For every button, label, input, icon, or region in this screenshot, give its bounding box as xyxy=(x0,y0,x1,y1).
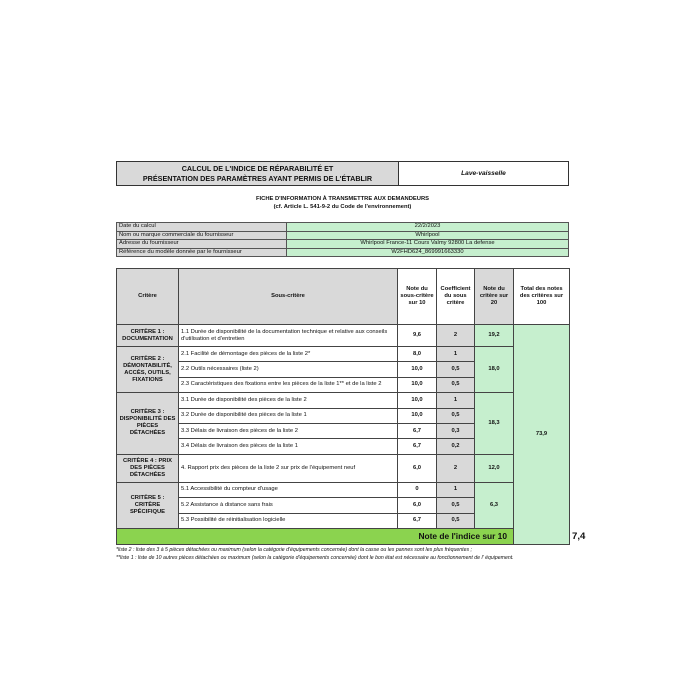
criterion-note: 19,2 xyxy=(475,325,514,347)
info-row xyxy=(117,240,569,249)
header-sous-critere: Sous-critère xyxy=(179,269,398,325)
sub-criterion-note: 0 xyxy=(398,482,437,497)
sub-criterion-coef: 0,5 xyxy=(437,498,475,513)
sub-criterion-note: 6,7 xyxy=(398,423,437,438)
sub-criterion-label: 3.4 Délais de livraison des pièces de la liste 1 xyxy=(179,439,398,454)
total-score: 73,9 xyxy=(514,325,570,545)
sub-criterion-note: 6,7 xyxy=(398,513,437,528)
sub-criterion-coef: 1 xyxy=(437,347,475,362)
sub-criterion-coef: 0,3 xyxy=(437,423,475,438)
sub-criterion-coef: 0,5 xyxy=(437,408,475,423)
info-label: Date du calcul xyxy=(117,223,287,232)
sub-criterion-note: 10,0 xyxy=(398,377,437,392)
info-value: Whirlpool xyxy=(287,231,569,240)
table-row xyxy=(117,454,570,482)
info-label: Référence du modèle donnée par le fournisseur xyxy=(117,248,287,257)
sub-criterion-note: 6,7 xyxy=(398,439,437,454)
header-note-sous-critere: Note du sous-critère sur 10 xyxy=(398,269,437,325)
sub-criterion-label: 3.3 Délais de livraison des pièces de la liste 2 xyxy=(179,423,398,438)
criterion-name: CRITÈRE 3 : DISPONIBILITÉ DES PIÈCES DÉTACHÉES xyxy=(117,393,179,455)
sub-criterion-coef: 0,5 xyxy=(437,513,475,528)
header-title-line1: CALCUL DE L'INDICE DE RÉPARABILITÉ ET xyxy=(181,163,334,173)
sub-criterion-note: 9,6 xyxy=(398,325,437,347)
header-note-critere: Note du critère sur 20 xyxy=(475,269,514,325)
sub-criterion-coef: 2 xyxy=(437,325,475,347)
sub-criterion-label: 3.2 Durée de disponibilité des pièces de la liste 1 xyxy=(179,408,398,423)
criterion-note: 18,3 xyxy=(475,393,514,455)
footnote-liste-1: **liste 1 : liste de 10 autres pièces détachées ou maximum (selon la catégorie d'équipements concernée) dont le bon état est nécessaire au fonctionnement de l' équipement. xyxy=(116,554,514,561)
info-value: Whirlpool France-11 Cours Valmy 92800 La defense xyxy=(287,240,569,249)
table-header-row xyxy=(117,269,570,325)
info-label: Nom ou marque commerciale du fournisseur xyxy=(117,231,287,240)
info-row xyxy=(117,231,569,240)
table-row xyxy=(117,325,570,347)
reparability-table xyxy=(116,268,586,545)
sub-criterion-note: 10,0 xyxy=(398,393,437,408)
info-row xyxy=(117,248,569,257)
header-title-line2: PRÉSENTATION DES PARAMÈTRES AYANT PERMIS DE L'ÉTABLIR xyxy=(142,173,373,183)
header-total: Total des notes des critères sur 100 xyxy=(514,269,570,325)
sub-criterion-note: 6,0 xyxy=(398,454,437,482)
info-row xyxy=(117,223,569,232)
header-title xyxy=(117,162,399,185)
footnotes xyxy=(116,547,569,562)
table-row xyxy=(117,482,570,497)
indice-label: Note de l'indice sur 10 xyxy=(117,528,514,544)
table-row xyxy=(117,347,570,362)
fiche-heading xyxy=(116,195,569,211)
table-row xyxy=(117,393,570,408)
sub-criterion-note: 6,0 xyxy=(398,498,437,513)
sub-criterion-label: 5.2 Assistance à distance sans frais xyxy=(179,498,398,513)
fiche-line2: (cf. Article L. 541-9-2 du Code de l'environnement) xyxy=(273,204,412,210)
header-coefficient: Coefficient du sous critère xyxy=(437,269,475,325)
supplier-info-table xyxy=(116,222,569,257)
product-name: Lave-vaisselle xyxy=(461,170,506,177)
sub-criterion-label: 3.1 Durée de disponibilité des pièces de la liste 2 xyxy=(179,393,398,408)
criterion-note: 18,0 xyxy=(475,347,514,393)
criterion-name: CRITÈRE 2 : DÉMONTABILITÉ, ACCÈS, OUTILS, FIXATIONS xyxy=(117,347,179,393)
sub-criterion-label: 5.3 Possibilité de réinitialisation logicielle xyxy=(179,513,398,528)
sub-criterion-label: 4. Rapport prix des pièces de la liste 2 sur prix de l'équipement neuf xyxy=(179,454,398,482)
info-value: 22/2/2023 xyxy=(287,223,569,232)
header-critere: Critère xyxy=(117,269,179,325)
sub-criterion-coef: 1 xyxy=(437,482,475,497)
sub-criterion-label: 1.1 Durée de disponibilité de la documentation technique et relative aux conseils d'utilisation et d'entretien xyxy=(179,325,398,347)
criterion-name: CRITÈRE 5 : CRITÈRE SPÉCIFIQUE xyxy=(117,482,179,528)
sub-criterion-label: 2.2 Outils nécessaires (liste 2) xyxy=(179,362,398,377)
criterion-name: CRITÈRE 1 : DOCUMENTATION xyxy=(117,325,179,347)
sub-criterion-label: 5.1 Accessibilité du compteur d'usage xyxy=(179,482,398,497)
sub-criterion-label: 2.3 Caractéristiques des fixations entre les pièces de la liste 1** et de la liste 2 xyxy=(179,377,398,392)
info-value: W2FHD624_869991663330 xyxy=(287,248,569,257)
sub-criterion-coef: 0,5 xyxy=(437,362,475,377)
sub-criterion-label: 2.1 Facilité de démontage des pièces de la liste 2* xyxy=(179,347,398,362)
criterion-note: 6,3 xyxy=(475,482,514,528)
info-label: Adresse du fournisseur xyxy=(117,240,287,249)
footnote-liste-2: *liste 2 : liste des 3 à 5 pièces détachées ou maximum (selon la catégorie d'équipements concernée) dont la casse ou les pannes sont les plus fréquentes ; xyxy=(116,547,472,553)
sub-criterion-note: 10,0 xyxy=(398,362,437,377)
sub-criterion-coef: 0,2 xyxy=(437,439,475,454)
header-box xyxy=(116,161,569,186)
criterion-name: CRITÈRE 4 : PRIX DES PIÈCES DÉTACHÉES xyxy=(117,454,179,482)
sub-criterion-note: 10,0 xyxy=(398,408,437,423)
indice-row: Note de l'indice sur 10 7,4 xyxy=(117,528,570,544)
sub-criterion-coef: 2 xyxy=(437,454,475,482)
sub-criterion-coef: 0,5 xyxy=(437,377,475,392)
sub-criterion-note: 8,0 xyxy=(398,347,437,362)
sub-criterion-coef: 1 xyxy=(437,393,475,408)
criterion-note: 12,0 xyxy=(475,454,514,482)
fiche-line1: FICHE D'INFORMATION À TRANSMETTRE AUX DEMANDEURS xyxy=(255,196,430,202)
